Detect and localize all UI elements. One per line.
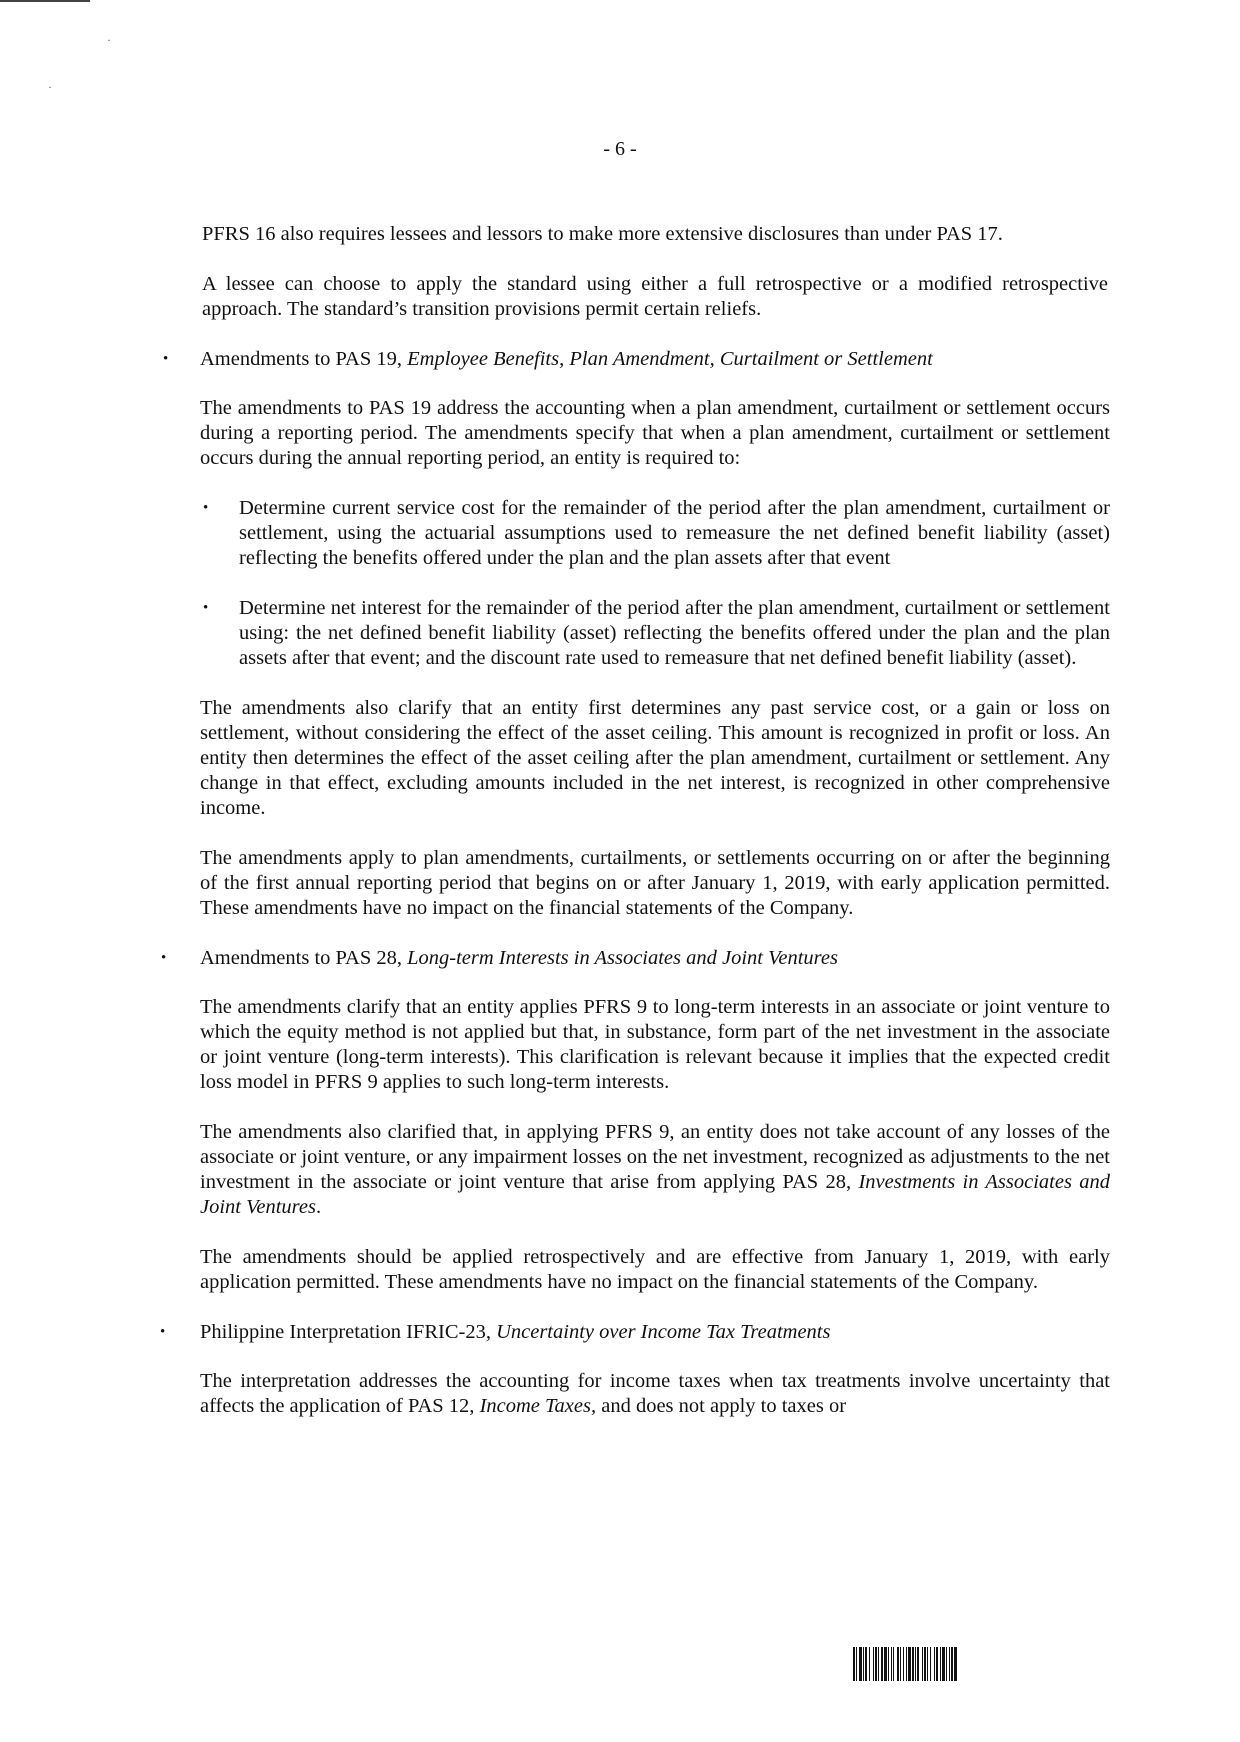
paragraph: The amendments clarify that an entity applies PFRS 9 to long-term interests in an associate or joint venture to which the equity method is not applied but that, in substance, form part of the net investment in the associate or joint venture (long-term interests). This clarification is relevant because it implies that the expected credit loss model in PFRS 9 applies to such long-term interests. <box>200 996 1110 1093</box>
paragraph: The amendments also clarified that, in applying PFRS 9, an entity does not take account of any losses of the associate or joint venture, or any impairment losses on the net investment, recognized as adjustments to the net investment in the associate or joint venture that arise from applying PAS 28, Investments in Associates and Joint Ventures. <box>200 1121 1110 1218</box>
barcode-image <box>853 1647 1101 1681</box>
bullet-heading: Philippine Interpretation IFRIC-23, Uncertainty over Income Tax Treatments <box>200 1321 831 1343</box>
paragraph: The interpretation addresses the accounting for income taxes when tax treatments involve uncertainty that affects the application of PAS 12, Income Taxes, and does not apply to taxes or <box>200 1370 1110 1417</box>
scan-edge-line <box>0 0 90 2</box>
scan-speck: · <box>48 80 52 94</box>
bullet-icon: • <box>163 351 169 367</box>
bullet-icon: • <box>160 1324 166 1340</box>
paragraph: The amendments to PAS 19 address the accounting when a plan amendment, curtailment or settlement occurs during a reporting period. The amendments specify that when a plan amendment, curtailment or settlement occurs during the annual reporting period, an entity is required to: <box>200 397 1110 469</box>
scan-speck: · <box>107 33 111 47</box>
paragraph: A lessee can choose to apply the standard using either a full retrospective or a modified retrospective approach. The standard’s transition provisions permit certain reliefs. <box>202 273 1108 320</box>
bullet-heading: Amendments to PAS 28, Long-term Interests in Associates and Joint Ventures <box>200 947 838 969</box>
bullet-icon: • <box>203 600 209 616</box>
bullet-item <box>0 1320 1240 1345</box>
sub-bullet-item <box>0 596 1240 671</box>
bullet-icon: • <box>203 500 209 516</box>
bullet-item <box>0 946 1240 971</box>
paragraph: The amendments apply to plan amendments, curtailments, or settlements occurring on or after the beginning of the first annual reporting period that begins on or after January 1, 2019, with early application permitted. These amendments have no impact on the financial statements of the Company. <box>200 847 1110 919</box>
paragraph: The amendments also clarify that an entity first determines any past service cost, or a gain or loss on settlement, without considering the effect of the asset ceiling. This amount is recognized in profit or loss. An entity then determines the effect of the asset ceiling after the plan amendment, curtailment or settlement. Any change in that effect, excluding amounts included in the net interest, is recognized in other comprehensive income. <box>200 697 1110 819</box>
bullet-item <box>0 347 1240 372</box>
bullet-heading: Amendments to PAS 19, Employee Benefits, Plan Amendment, Curtailment or Settlement <box>200 348 933 370</box>
sub-bullet-text: Determine net interest for the remainder of the period after the plan amendment, curtailment or settlement using: the net defined benefit liability (asset) reflecting the benefits offered under the plan and the plan assets after that event; and the discount rate used to remeasure that net defined benefit liability (asset). <box>239 597 1110 669</box>
barcode-bar <box>957 1647 958 1681</box>
page-number: - 6 - <box>603 138 637 160</box>
sub-bullet-item <box>0 496 1240 571</box>
bullet-icon: • <box>161 950 167 966</box>
paragraph: The amendments should be applied retrospectively and are effective from January 1, 2019, with early application permitted. These amendments have no impact on the financial statements of the Company. <box>200 1246 1110 1293</box>
document-body <box>0 222 1240 1419</box>
paragraph: PFRS 16 also requires lessees and lessors to make more extensive disclosures than under PAS 17. <box>202 223 1003 245</box>
sub-bullet-text: Determine current service cost for the remainder of the period after the plan amendment, curtailment or settlement, using the actuarial assumptions used to remeasure the net defined benefit liability (asset) reflecting the benefits offered under the plan and the plan assets after that event <box>239 497 1110 569</box>
